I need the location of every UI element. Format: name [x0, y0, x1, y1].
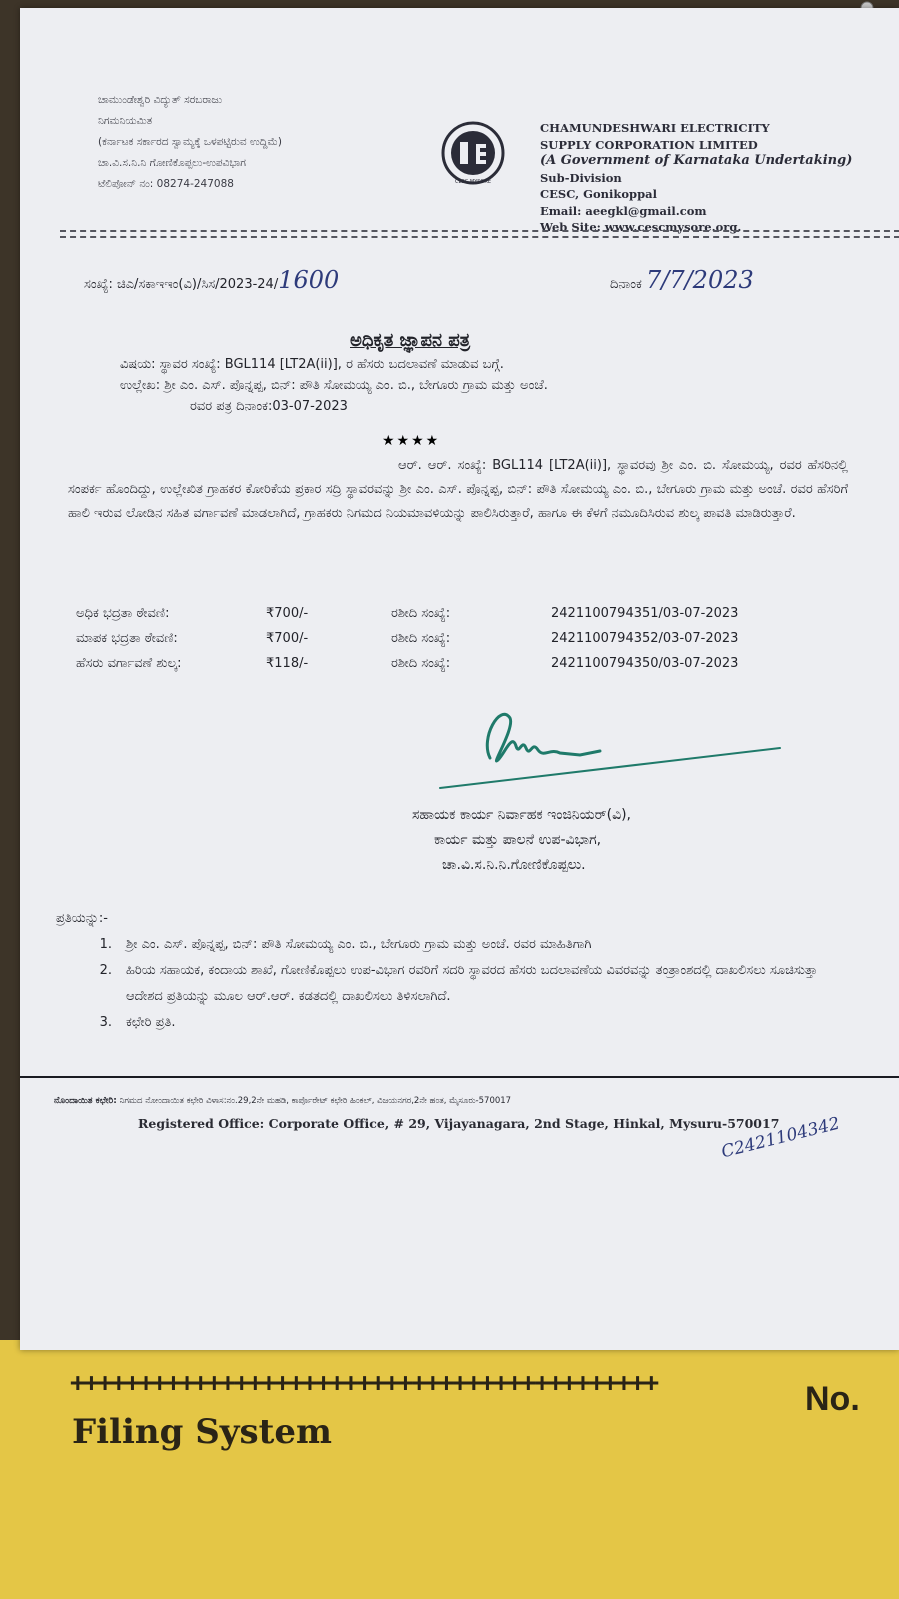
letterhead-line: CESC, Gonikoppal: [540, 187, 657, 201]
fee-amount: ₹700/-: [266, 606, 309, 621]
footer-kannada-label: ನೊಂದಾಯಿತ ಕಛೇರಿ:: [54, 1096, 117, 1106]
subject-text: ಸ್ಥಾವರ ಸಂಖ್ಯೆ: BGL114 [LT2A(ii)], ರ ಹೆಸರು ಬದಲಾವಣೆ ಮಾಡುವ ಬಗ್ಗೆ.: [159, 357, 504, 372]
reference-printed: ಸಂಖ್ಯೆ: ಚಿಎ/ಸಕಾಇಇಂ(ವಿ)/ಸಿಸ/2023-24/: [84, 277, 279, 292]
cesc-logo-icon: [440, 120, 506, 186]
fee-row: [76, 626, 738, 651]
copies-list: [56, 906, 856, 1036]
memo-title: ಅಧಿಕೃತ ಜ್ಞಾಪನ ಪತ್ರ: [350, 330, 471, 351]
signatory-line: ಕಾರ್ಯ ಮತ್ತು ಪಾಲನೆ ಉಪ-ವಿಭಾಗ,: [434, 832, 602, 848]
receipt-number: 2421100794350/03-07-2023: [551, 656, 739, 671]
receipt-label: ರಶೀದಿ ಸಂಖ್ಯೆ:: [391, 631, 451, 646]
letterhead-line: Web Site: www.cescmysore.org.: [540, 220, 742, 234]
footer-kannada-text: ನಿಗಮದ ನೋಂದಾಯಿತ ಕಛೇರಿ ವಿಳಾಸ:ನಂ.29,2ನೇ ಮಹಡಿ, ಕಾರ್ಪೊರೇಟ್ ಕಛೇರಿ ಹಿಂಕಲ್, ವಿಜಯನಗರ,2ನೇ ಹಂತ, ಮೈಸೂರು-570017: [119, 1096, 512, 1106]
memo-document: [20, 8, 899, 1350]
folder-label: Filing System: [72, 1412, 332, 1452]
logo-text: CESC MYSORE: [454, 179, 492, 185]
fee-amount: ₹118/-: [266, 656, 309, 671]
divider: [60, 236, 899, 238]
letterhead-line: (ಕರ್ನಾಟಕ ಸರ್ಕಾರದ ಸ್ವಾಮ್ಯಕ್ಕೆ ಒಳಪಟ್ಟಿರುವ ಉದ್ದಿಮೆ): [98, 136, 282, 148]
letterhead-english: [540, 120, 852, 236]
footer-kannada: [54, 1096, 511, 1106]
list-text: ಕಛೇರಿ ಪ್ರತಿ.: [126, 1015, 176, 1030]
list-number: 3.: [99, 1015, 112, 1030]
letterhead-line: Sub-Division: [540, 170, 622, 185]
date-label: ದಿನಾಂಕ: [610, 277, 642, 292]
date-handwritten: 7/7/2023: [645, 266, 754, 294]
list-text: ಹಿರಿಯ ಸಹಾಯಕ, ಕಂದಾಯ ಶಾಖೆ, ಗೋಣಿಕೊಪ್ಪಲು ಉಪ-ವಿಭಾಗ ರವರಿಗೆ ಸದರಿ ಸ್ಥಾವರದ ಹೆಸರು ಬದಲಾವಣೆಯ ವಿವರವನ್ನು ತಂತ್ರಾಂಶದಲ್ಲಿ ದಾಖಲಿಸಲು ಸೂಚಿಸುತ್ತಾ ಆದೇಶದ ಪ್ರತಿಯನ್ನು ಮೂಲ ಆರ್.ಆರ್. ಕಡತದಲ್ಲಿ ದಾಖಲಿಸಲು ತಿಳಿಸಲಾಗಿದೆ.: [126, 963, 818, 1004]
folder-star-border: +++++++++++++++++++++++++++++++++++++++++++: [70, 1368, 658, 1398]
letterhead-line: (A Government of Karnataka Undertaking): [540, 153, 853, 168]
fee-amount: ₹700/-: [266, 631, 309, 646]
fee-label: ಮಾಪಕ ಭದ್ರತಾ ಠೇವಣಿ:: [76, 631, 178, 646]
divider: [60, 230, 899, 232]
list-item: [56, 958, 856, 1010]
signatory-block: [412, 803, 631, 878]
receipt-label: ರಶೀದಿ ಸಂಖ್ಯೆ:: [391, 656, 451, 671]
folder-number-label: No.: [805, 1380, 860, 1418]
list-item: [56, 1010, 856, 1036]
handwritten-number: C2421104342: [719, 1113, 842, 1163]
footer-rule: [20, 1076, 899, 1078]
fee-label: ಅಧಿಕ ಭದ್ರತಾ ಠೇವಣಿ:: [76, 606, 170, 621]
fee-row: [76, 651, 738, 676]
letterhead-line: ಚಾ.ವಿ.ಸ.ನಿ.ನಿ ಗೋಣಿಕೊಪ್ಪಲು-ಉಪವಿಭಾಗ: [98, 157, 246, 169]
separator-stars: ★★★★: [382, 433, 441, 449]
signature-icon: [420, 698, 790, 798]
letterhead-line: ಚಾಮುಂಡೇಶ್ವರಿ ವಿದ್ಯುತ್ ಸರಬರಾಜು: [98, 94, 223, 106]
list-item: [56, 932, 856, 958]
memo-date: [610, 266, 754, 294]
reference-text-2: ರವರ ಪತ್ರ ದಿನಾಂಕ:03-07-2023: [190, 399, 348, 414]
reference-text: ಶ್ರೀ ಎಂ. ಎಸ್. ಪೊನ್ನಪ್ಪ, ಬಿನ್: ಪೌತಿ ಸೋಮಯ್ಯ ಎಂ. ಬಿ., ಬೇಗೂರು ಗ್ರಾಮ ಮತ್ತು ಅಂಚೆ.: [164, 378, 548, 393]
signatory-line: ಚಾ.ವಿ.ಸ.ನಿ.ನಿ.ಗೋಣಿಕೊಪ್ಪಲು.: [442, 857, 586, 873]
letterhead-line: SUPPLY CORPORATION LIMITED: [540, 137, 758, 152]
letterhead-line: CHAMUNDESHWARI ELECTRICITY: [540, 121, 770, 135]
receipt-number: 2421100794351/03-07-2023: [551, 606, 739, 621]
fee-list: [76, 601, 738, 676]
registered-office: Registered Office: Corporate Office, # 29, Vijayanagara, 2nd Stage, Hinkal, Mysuru-570017: [138, 1116, 780, 1131]
list-number: 2.: [99, 963, 112, 978]
subject-block: [120, 354, 850, 417]
letterhead-line: ನಿಗಮನಿಯಮಿತ: [98, 115, 153, 127]
receipt-number: 2421100794352/03-07-2023: [551, 631, 739, 646]
receipt-label: ರಶೀದಿ ಸಂಖ್ಯೆ:: [391, 606, 451, 621]
signatory-line: ಸಹಾಯಕ ಕಾರ್ಯ ನಿರ್ವಾಹಕ ಇಂಜಿನಿಯರ್(ವಿ),: [412, 807, 632, 823]
reference-handwritten: 1600: [278, 266, 340, 294]
reference-number: [84, 266, 339, 294]
letterhead-line: Email: aeegkl@gmail.com: [540, 203, 707, 218]
memo-body: ಆರ್. ಆರ್. ಸಂಖ್ಯೆ: BGL114 [LT2A(ii)], ಸ್ಥಾವರವು ಶ್ರೀ ಎಂ. ಬಿ. ಸೋಮಯ್ಯ, ರವರ ಹೆಸರಿನಲ್ಲಿ ಸಂಪರ್ಕ ಹೊಂದಿದ್ದು, ಉಲ್ಲೇಖಿತ ಗ್ರಾಹಕರ ಕೋರಿಕೆಯ ಪ್ರಕಾರ ಸದ್ರಿ ಸ್ಥಾವರವನ್ನು ಶ್ರೀ ಎಂ. ಎಸ್. ಪೊನ್ನಪ್ಪ, ಬಿನ್: ಪೌತಿ ಸೋಮಯ್ಯ ಎಂ. ಬಿ., ಬೇಗೂರು ಗ್ರಾಮ ಮತ್ತು ಅಂಚೆ. ರವರ ಹೆಸರಿಗೆ ಹಾಲಿ ಇರುವ ಲೋಡಿನ ಸಹಿತ ವರ್ಗಾವಣೆ ಮಾಡಲಾಗಿದೆ, ಗ್ರಾಹಕರು ನಿಗಮದ ನಿಯಮಾವಳಿಯನ್ನು ಪಾಲಿಸಿರುತ್ತಾರೆ, ಹಾಗೂ ಈ ಕೆಳಗೆ ನಮೂದಿಸಿರುವ ಶುಲ್ಕ ಪಾವತಿ ಮಾಡಿರುತ್ತಾರೆ.: [68, 458, 848, 521]
letterhead-line: ಟೆಲಿಪೋನ್ ನಂ: 08274-247088: [98, 178, 234, 190]
copies-heading: ಪ್ರತಿಯನ್ನು:-: [56, 911, 108, 926]
list-text: ಶ್ರೀ ಎಂ. ಎಸ್. ಪೊನ್ನಪ್ಪ, ಬಿನ್: ಪೌತಿ ಸೋಮಯ್ಯ ಎಂ. ಬಿ., ಬೇಗೂರು ಗ್ರಾಮ ಮತ್ತು ಅಂಚೆ. ರವರ ಮಾಹಿತಿಗಾಗಿ: [126, 937, 592, 952]
subject-label: ವಿಷಯ:: [120, 357, 156, 372]
fee-label: ಹೆಸರು ವರ್ಗಾವಣೆ ಶುಲ್ಕ:: [76, 656, 182, 671]
list-number: 1.: [99, 937, 112, 952]
reference-label: ಉಲ್ಲೇಖ:: [120, 378, 161, 393]
fee-row: [76, 601, 738, 626]
letterhead-kannada: [98, 90, 282, 195]
